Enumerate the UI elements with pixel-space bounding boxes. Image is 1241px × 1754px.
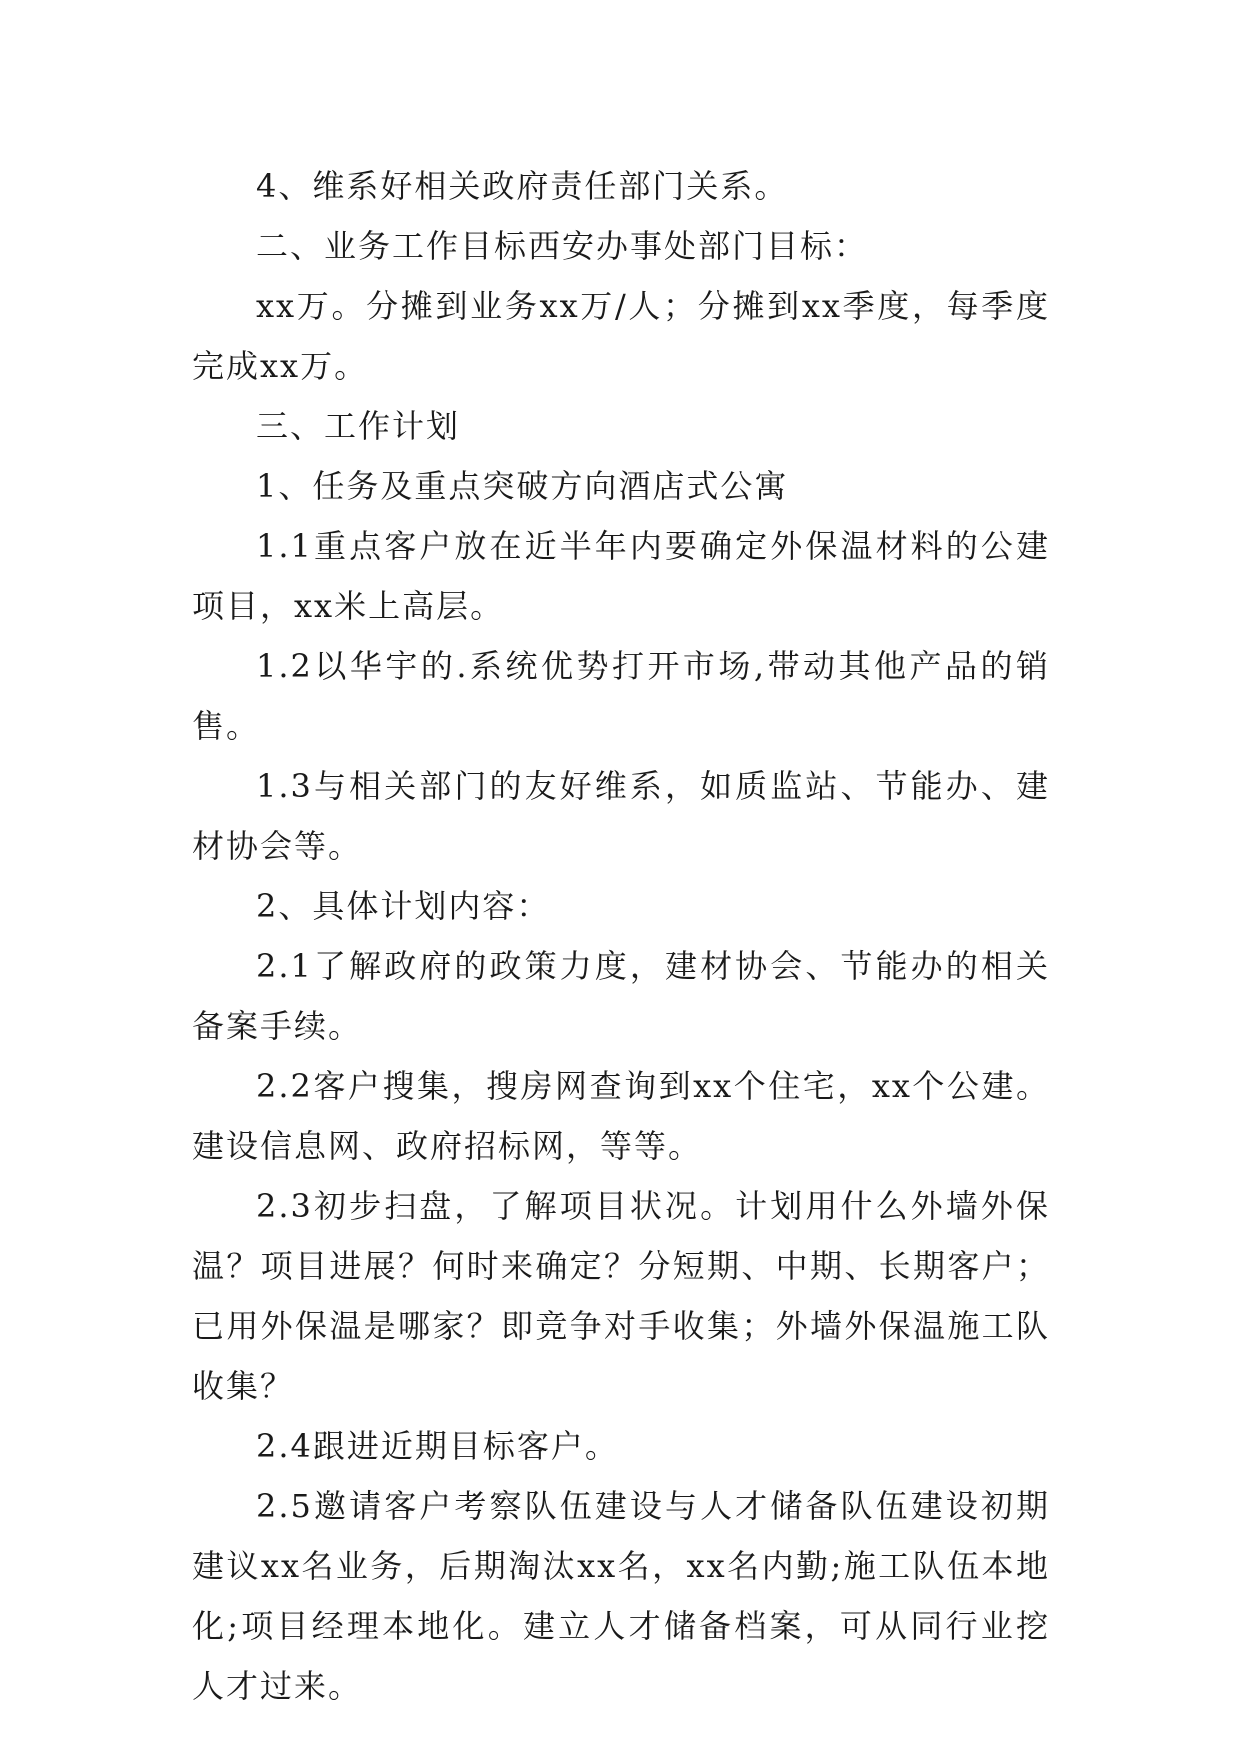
section-heading: 三、工作计划 [256, 407, 461, 445]
paragraph: 1、任务及重点突破方向酒店式公寓 [256, 467, 789, 505]
paragraph: 1.2以华宇的.系统优势打开市场,带动其他产品的销售。 [192, 647, 1050, 745]
paragraph: 2.2客户搜集，搜房网查询到xx个住宅，xx个公建。建设信息网、政府招标网，等等。 [192, 1067, 1050, 1165]
document-body [192, 156, 1050, 1716]
paragraph: 1.1重点客户放在近半年内要确定外保温材料的公建项目，xx米上高层。 [192, 527, 1050, 625]
paragraph: 4、维系好相关政府责任部门关系。 [256, 167, 789, 205]
paragraph: 2.3初步扫盘，了解项目状况。计划用什么外墙外保温？项目进展？何时来确定？分短期、中期、长期客户；已用外保温是哪家？即竞争对手收集；外墙外保温施工队收集？ [192, 1187, 1050, 1405]
paragraph: 2、具体计划内容： [256, 887, 551, 925]
paragraph: xx万。分摊到业务xx万/人；分摊到xx季度，每季度完成xx万。 [192, 287, 1050, 385]
paragraph: 2.5邀请客户考察队伍建设与人才储备队伍建设初期建议xx名业务，后期淘汰xx名，xx名内勤;施工队伍本地化;项目经理本地化。建立人才储备档案，可从同行业挖人才过来。 [192, 1487, 1050, 1705]
section-heading: 二、业务工作目标西安办事处部门目标： [256, 227, 869, 265]
paragraph: 2.1了解政府的政策力度，建材协会、节能办的相关备案手续。 [192, 947, 1050, 1045]
paragraph: 2.4跟进近期目标客户。 [256, 1427, 619, 1465]
paragraph: 1.3与相关部门的友好维系，如质监站、节能办、建材协会等。 [192, 767, 1050, 865]
